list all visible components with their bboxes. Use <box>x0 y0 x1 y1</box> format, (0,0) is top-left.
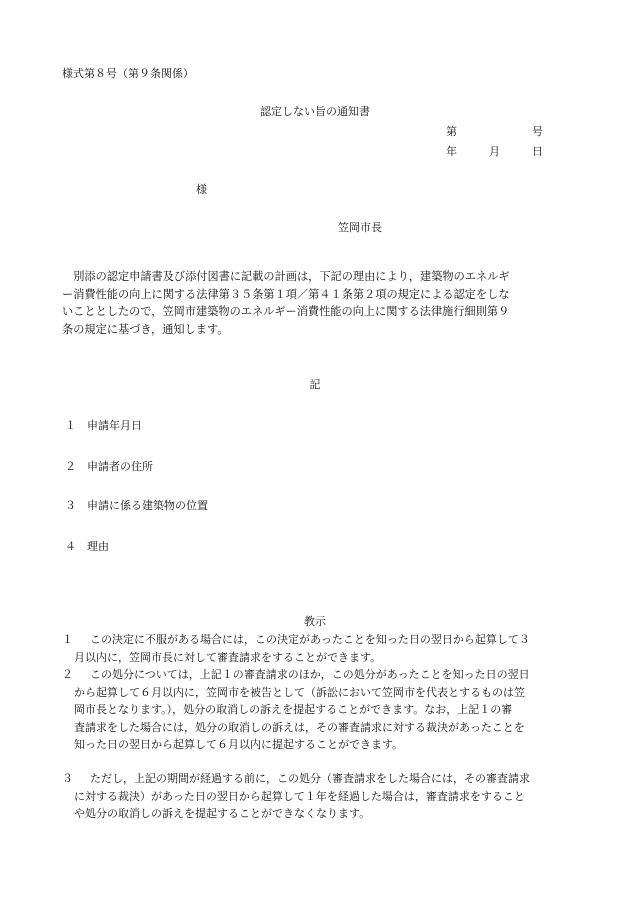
list-item-applicant-address <box>65 460 153 474</box>
body-line: 別添の認定申請書及び添付図書に記載の計画は，下記の理由により，建築物のエネルギ <box>73 270 510 283</box>
notice-line: ただし，上記の期間が経過する前に，この処分（審査請求をした場合には，その審査請求 <box>90 772 530 785</box>
notice-line: や処分の取消しの訴えを提起することができなくなります。 <box>74 807 371 820</box>
item-number: １ <box>65 419 76 432</box>
item-label: 理由 <box>87 540 109 553</box>
notice-number: ３ <box>62 772 73 785</box>
form-number: 様式第８号（第９条関係） <box>62 67 194 80</box>
addressee-honorific: 様 <box>196 183 207 196</box>
date-year-label: 年 <box>446 145 457 158</box>
notice-line: 岡市長となります。），処分の取消しの訴えを提起することができます。なお，上記１の審 <box>74 703 513 716</box>
list-item-building-location <box>65 499 208 513</box>
date-day-label: 日 <box>532 145 543 158</box>
notice-item <box>62 631 582 666</box>
item-number: ３ <box>65 499 76 512</box>
item-number: ２ <box>65 460 76 473</box>
doc-number-suffix: 号 <box>532 125 543 138</box>
doc-number-label: 第 <box>446 125 457 138</box>
body-line: いこととしたので，笠岡市建築物のエネルギー消費性能の向上に関する法律施行細則第９ <box>62 305 510 319</box>
notice-line: 知った日の翌日から起算して６月以内に提起することができます。 <box>74 738 404 751</box>
notice-number: ２ <box>62 668 73 681</box>
list-item-reason <box>65 540 109 554</box>
document-title: 認定しない旨の通知書 <box>260 105 370 118</box>
item-label: 申請に係る建築物の位置 <box>87 499 208 512</box>
notice-line: に対する裁決）があった日の翌日から起算して１年を経過した場合は，審査請求をすること <box>74 789 525 803</box>
item-label: 申請年月日 <box>87 419 142 432</box>
list-item-application-date <box>65 419 142 433</box>
notice-number: １ <box>62 633 73 646</box>
notice-heading: 教示 <box>304 615 326 628</box>
notice-line: から起算して６月以内に，笠岡市を被告として（訴訟において笠岡市を代表とするものは笠 <box>74 685 525 699</box>
date-month-label: 月 <box>489 145 500 158</box>
notice-line: 査請求をした場合には，処分の取消しの訴えは，その審査請求に対する裁決があったことを <box>74 720 525 734</box>
notice-line: この決定に不服がある場合には，この決定があったことを知った日の翌日から起算して３ <box>90 633 530 646</box>
notice-item <box>62 770 582 823</box>
item-number: ４ <box>65 540 76 553</box>
issuer-name: 笠岡市長 <box>338 221 382 234</box>
item-label: 申請者の住所 <box>87 460 153 473</box>
notice-line: この処分については，上記１の審査請求のほか，この処分があったことを知った日の翌日 <box>90 668 530 681</box>
notice-item <box>62 666 582 754</box>
body-line: ー消費性能の向上に関する法律第３５条第１項／第４１条第２項の規定による認定をしな <box>62 287 510 301</box>
body-paragraph <box>62 268 578 338</box>
ki-heading: 記 <box>309 378 321 391</box>
notice-line: 月以内に，笠岡市長に対して審査請求をすることができます。 <box>74 650 382 664</box>
body-line: 条の規定に基づき，通知します。 <box>62 322 229 336</box>
